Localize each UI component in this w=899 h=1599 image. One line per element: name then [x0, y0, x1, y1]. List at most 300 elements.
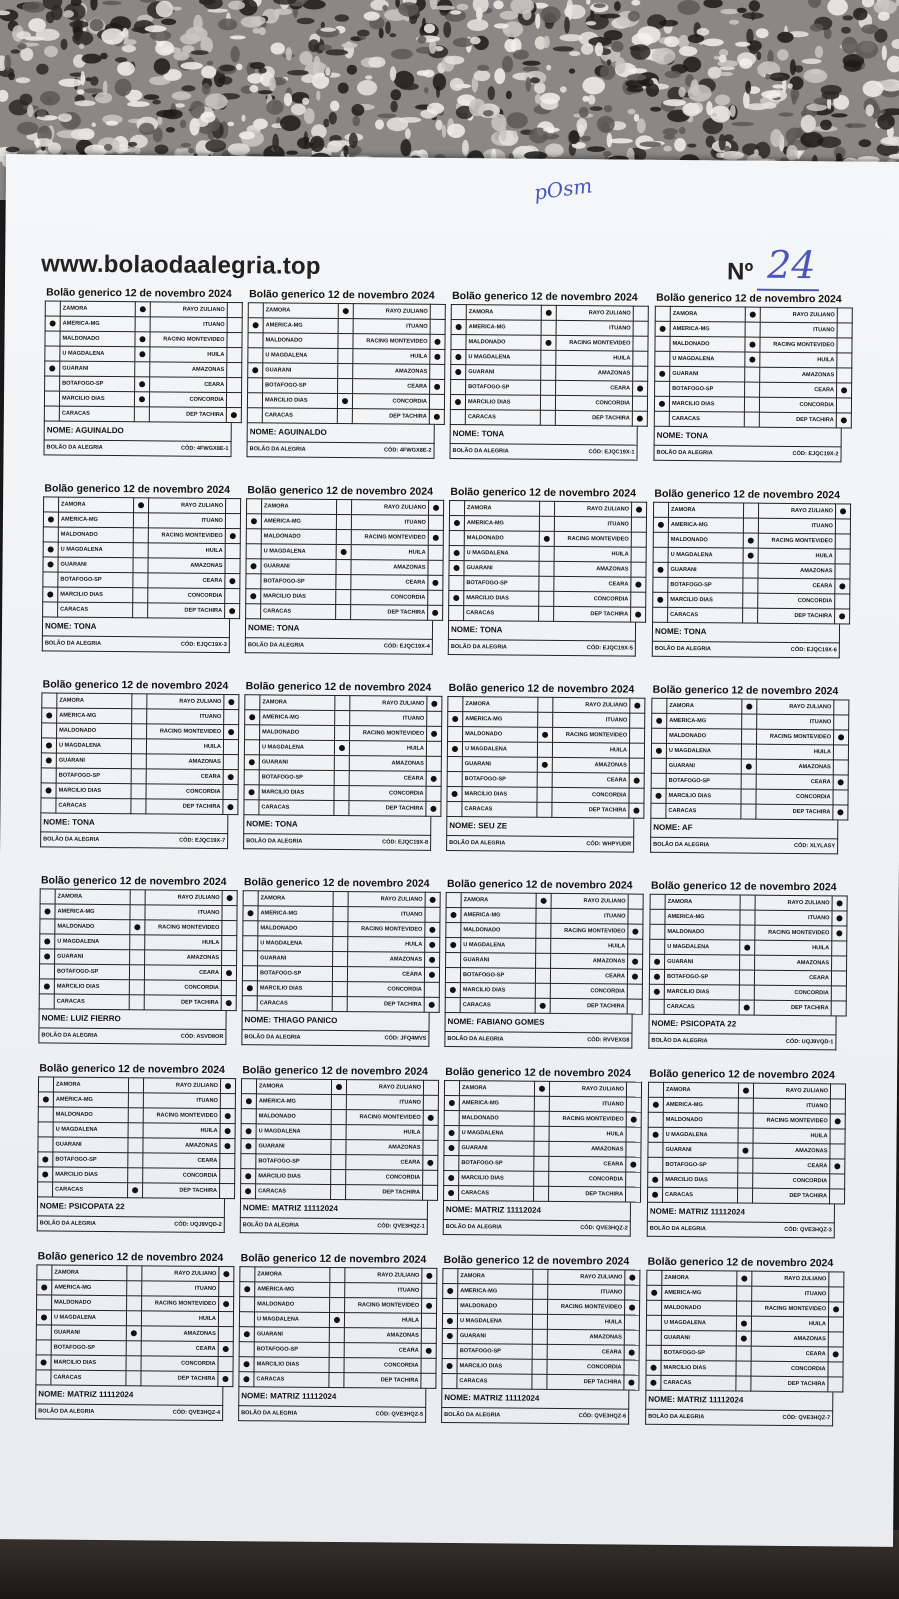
away-pick-cell: [829, 1287, 844, 1302]
pick-mark-icon: [432, 610, 438, 616]
match-row: [40, 904, 237, 921]
home-team: MARCILIO DIAS: [663, 1172, 738, 1188]
away-team: CONCORDIA: [758, 593, 835, 609]
home-pick-cell: [646, 1375, 661, 1390]
pick-mark-icon: [450, 912, 456, 918]
home-team: CARACAS: [666, 803, 741, 819]
away-pick-cell: [626, 1082, 641, 1097]
match-row: [654, 411, 851, 428]
home-team: U MAGDALENA: [60, 346, 135, 362]
home-team: AMERICA-MG: [463, 712, 538, 728]
away-pick-cell: [830, 1129, 845, 1144]
name-prefix: NOME:: [44, 621, 72, 631]
draw-pick-cell: [133, 543, 148, 558]
away-team: CEARA: [552, 772, 629, 788]
home-pick-cell: [242, 981, 257, 996]
draw-pick-cell: [745, 322, 760, 337]
match-row: [646, 1345, 843, 1362]
home-team: U MAGDALENA: [665, 939, 740, 955]
draw-pick-cell: [535, 968, 550, 983]
home-team: AMERICA-MG: [662, 1285, 737, 1301]
home-pick-cell: [646, 1315, 661, 1330]
home-pick-cell: [646, 1330, 661, 1345]
ticket-title: Bolão generico 12 de novembro 2024: [39, 1062, 225, 1077]
match-row: [239, 1372, 436, 1389]
match-row: [43, 557, 240, 574]
home-pick-cell: [655, 306, 670, 321]
footer-brand: BOLÃO DA ALEGRIA: [249, 446, 306, 453]
away-team: HUILA: [551, 938, 628, 954]
away-team: RAYO ZULIANO: [142, 1266, 219, 1282]
pick-mark-icon: [431, 731, 437, 737]
home-team: AMERICA-MG: [263, 318, 338, 334]
ticket-match-table: [647, 1082, 846, 1205]
away-pick-cell: [832, 956, 847, 971]
pick-mark-icon: [653, 1102, 659, 1108]
away-pick-cell: [834, 715, 849, 730]
home-team: BOTAFOGO-SP: [462, 772, 537, 788]
footer-brand: BOLÃO DA ALEGRIA: [449, 839, 506, 847]
home-team: BOTAFOGO-SP: [464, 576, 539, 592]
home-team: BOTAFOGO-SP: [261, 574, 336, 590]
pick-mark-icon: [427, 1160, 433, 1166]
away-pick-cell: [626, 1172, 641, 1187]
match-row: [446, 922, 643, 939]
home-pick-cell: [241, 1169, 256, 1184]
home-pick-cell: [449, 590, 464, 605]
ticket-footer: [647, 1222, 835, 1239]
away-pick-cell: [225, 529, 240, 544]
away-pick-cell: [631, 607, 646, 622]
match-row: [451, 334, 648, 351]
home-team: BOTAFOGO-SP: [54, 964, 129, 980]
match-row: [444, 1125, 641, 1142]
match-row: [44, 497, 241, 514]
ticket-code: CÓD: EJQC19X-8: [382, 839, 429, 846]
away-team: CEARA: [353, 379, 430, 395]
draw-pick-cell: [131, 739, 146, 754]
pick-mark-icon: [635, 581, 641, 587]
home-team: GUARANI: [258, 951, 333, 967]
home-team: MALDONADO: [461, 923, 536, 939]
pick-mark-icon: [650, 1380, 656, 1386]
away-team: RACING MONTEVIDEO: [755, 925, 832, 941]
away-pick-cell: [428, 515, 443, 530]
home-team: ZAMORA: [255, 1267, 330, 1283]
draw-pick-cell: [135, 347, 150, 362]
home-team: BOTAFOGO-SP: [256, 1154, 331, 1170]
pick-mark-icon: [539, 1086, 545, 1092]
draw-pick-cell: [135, 317, 150, 332]
match-row: [40, 949, 237, 966]
home-team: CARACAS: [669, 411, 744, 427]
away-team: RACING MONTEVIDEO: [345, 1298, 422, 1314]
match-row: [653, 517, 850, 534]
home-team: GUARANI: [55, 949, 130, 965]
ticket-name: [441, 1389, 629, 1410]
pick-mark-icon: [48, 546, 54, 552]
away-team: AMAZONAS: [552, 757, 629, 773]
draw-pick-cell: [330, 1297, 345, 1312]
away-pick-cell: [426, 801, 441, 816]
away-team: RAYO ZULIANO: [753, 1083, 830, 1099]
home-team: MALDONADO: [463, 727, 538, 743]
home-pick-cell: [443, 1298, 458, 1313]
match-row: [652, 728, 849, 745]
away-team: DEP TACHIRA: [758, 608, 835, 624]
home-pick-cell: [652, 728, 667, 743]
draw-pick-cell: [538, 712, 553, 727]
pick-mark-icon: [449, 1130, 455, 1136]
home-team: MARCILIO DIAS: [459, 1171, 534, 1187]
away-team: HUILA: [351, 545, 428, 561]
ticket-title: Bolão generico 12 de novembro 2024: [452, 289, 638, 304]
home-pick-cell: [653, 562, 668, 577]
footer-brand: BOLÃO DA ALEGRIA: [38, 1408, 95, 1415]
draw-pick-cell: [741, 804, 756, 819]
away-team: CEARA: [347, 967, 424, 983]
away-pick-cell: [427, 696, 442, 711]
match-row: [246, 589, 443, 606]
pick-mark-icon: [455, 354, 461, 360]
draw-pick-cell: [134, 392, 149, 407]
match-row: [45, 376, 242, 393]
pick-mark-icon: [226, 1000, 232, 1006]
draw-pick-cell: [744, 412, 759, 427]
home-team: BOTAFOGO-SP: [668, 577, 743, 593]
home-pick-cell: [448, 711, 463, 726]
home-team: MARCILIO DIAS: [51, 1355, 126, 1371]
away-pick-cell: [836, 398, 851, 413]
home-team: GUARANI: [461, 953, 536, 969]
away-team: DEP TACHIRA: [752, 1188, 829, 1204]
home-pick-cell: [243, 936, 258, 951]
home-pick-cell: [241, 1184, 256, 1199]
pick-mark-icon: [837, 900, 843, 906]
match-row: [243, 906, 440, 923]
home-team: MARCILIO DIAS: [254, 1357, 329, 1373]
draw-pick-cell: [133, 573, 148, 588]
away-team: RAYO ZULIANO: [553, 697, 630, 713]
away-pick-cell: [828, 1362, 843, 1377]
match-row: [241, 1079, 438, 1096]
home-team: U MAGDALENA: [668, 547, 743, 563]
draw-pick-cell: [338, 304, 353, 319]
home-team: BOTAFOGO-SP: [53, 1152, 128, 1168]
home-team: AMERICA-MG: [53, 1092, 128, 1108]
draw-pick-cell: [539, 606, 554, 621]
draw-pick-cell: [336, 559, 351, 574]
home-pick-cell: [449, 515, 464, 530]
home-team: BOTAFOGO-SP: [60, 376, 135, 392]
home-team: ZAMORA: [53, 1077, 128, 1093]
away-pick-cell: [628, 924, 643, 939]
away-team: CONCORDIA: [554, 591, 631, 607]
away-pick-cell: [633, 366, 648, 381]
draw-pick-cell: [740, 955, 755, 970]
away-pick-cell: [833, 745, 848, 760]
away-pick-cell: [227, 318, 242, 333]
footer-brand: BOLÃO DA ALEGRIA: [651, 1037, 708, 1045]
match-row: [443, 1298, 640, 1315]
home-pick-cell: [648, 1157, 663, 1172]
pick-mark-icon: [429, 942, 435, 948]
match-row: [442, 1358, 639, 1375]
home-team: BOTAFOGO-SP: [460, 968, 535, 984]
home-team: ZAMORA: [59, 497, 134, 513]
draw-pick-cell: [744, 397, 759, 412]
player-name: AGUINALDO: [75, 425, 124, 436]
home-team: CARACAS: [668, 607, 743, 623]
away-pick-cell: [423, 1110, 438, 1125]
ticket-match-table: [445, 892, 644, 1015]
match-row: [444, 1095, 641, 1112]
home-team: ZAMORA: [263, 303, 338, 319]
away-pick-cell: [830, 1174, 845, 1189]
match-row: [239, 1327, 436, 1344]
home-team: GUARANI: [464, 561, 539, 577]
away-pick-cell: [425, 937, 440, 952]
away-pick-cell: [220, 1139, 235, 1154]
draw-pick-cell: [333, 951, 348, 966]
name-prefix: NOME:: [242, 1203, 270, 1213]
match-row: [649, 999, 846, 1016]
ticket-footer: [652, 642, 840, 659]
home-pick-cell: [37, 1265, 52, 1280]
home-team: MALDONADO: [458, 1299, 533, 1315]
away-pick-cell: [836, 413, 851, 428]
ticket-code: CÓD: QVE3HQZ-3: [784, 1226, 832, 1234]
ticket-code: CÓD: QVE3HQZ-4: [172, 1409, 221, 1417]
player-name: SEU ZE: [478, 821, 508, 831]
away-pick-cell: [227, 363, 242, 378]
match-row: [653, 592, 850, 609]
home-team: ZAMORA: [256, 1079, 331, 1095]
match-row: [241, 1169, 438, 1186]
away-pick-cell: [626, 1112, 641, 1127]
away-team: DEP TACHIRA: [143, 1183, 220, 1199]
ticket-match-table: [652, 502, 851, 625]
away-pick-cell: [430, 334, 445, 349]
betting-ticket: [37, 1060, 226, 1233]
draw-pick-cell: [534, 1186, 549, 1201]
away-pick-cell: [835, 549, 850, 564]
home-pick-cell: [451, 334, 466, 349]
pick-mark-icon: [132, 1187, 138, 1193]
ticket-name: [44, 421, 232, 442]
away-pick-cell: [220, 1184, 235, 1199]
draw-pick-cell: [331, 1079, 346, 1094]
draw-pick-cell: [333, 921, 348, 936]
away-pick-cell: [833, 790, 848, 805]
home-pick-cell: [649, 984, 664, 999]
betting-ticket: [648, 878, 837, 1051]
draw-pick-cell: [329, 1357, 344, 1372]
home-pick-cell: [246, 559, 261, 574]
pick-mark-icon: [455, 399, 461, 405]
draw-pick-cell: [533, 1299, 548, 1314]
ticket-name: [240, 1199, 428, 1220]
draw-pick-cell: [534, 1096, 549, 1111]
away-pick-cell: [218, 1341, 233, 1356]
ticket-title: Bolão generico 12 de novembro 2024: [650, 879, 837, 894]
home-pick-cell: [36, 1340, 51, 1355]
home-team: GUARANI: [56, 753, 131, 769]
ticket-name: [241, 1011, 429, 1032]
match-row: [648, 1127, 845, 1144]
away-team: CONCORDIA: [146, 784, 223, 800]
away-pick-cell: [837, 368, 852, 383]
match-row: [241, 1124, 438, 1141]
match-row: [36, 1340, 233, 1357]
player-name: AF: [681, 823, 693, 833]
pick-mark-icon: [657, 567, 663, 573]
pick-mark-icon: [632, 928, 638, 934]
home-team: MARCILIO DIAS: [668, 592, 743, 608]
away-pick-cell: [425, 922, 440, 937]
away-team: RACING MONTEVIDEO: [752, 1301, 829, 1317]
draw-pick-cell: [329, 1312, 344, 1327]
pick-mark-icon: [431, 701, 437, 707]
away-pick-cell: [429, 394, 444, 409]
pick-mark-icon: [223, 1301, 229, 1307]
match-row: [646, 1375, 843, 1392]
ticket-code: CÓD: QVE3HQZ-6: [578, 1413, 627, 1420]
away-team: ITUANO: [553, 712, 630, 728]
away-pick-cell: [829, 1272, 844, 1287]
pick-mark-icon: [250, 593, 256, 599]
pick-mark-icon: [450, 942, 456, 948]
away-pick-cell: [828, 1332, 843, 1347]
home-team: BOTAFOGO-SP: [457, 1344, 532, 1360]
pick-mark-icon: [225, 1083, 231, 1089]
home-pick-cell: [240, 1267, 255, 1282]
match-row: [648, 1172, 845, 1189]
away-pick-cell: [218, 1356, 233, 1371]
away-team: CONCORDIA: [754, 985, 831, 1001]
home-pick-cell: [40, 904, 55, 919]
pick-mark-icon: [428, 1115, 434, 1121]
match-row: [39, 994, 236, 1011]
away-pick-cell: [829, 1302, 844, 1317]
pick-mark-icon: [48, 561, 54, 567]
ticket-footer: [448, 640, 636, 657]
home-team: CARACAS: [254, 1372, 329, 1388]
away-pick-cell: [224, 725, 239, 740]
match-row: [248, 333, 445, 350]
draw-pick-cell: [745, 352, 760, 367]
home-pick-cell: [39, 994, 54, 1009]
home-team: MARCILIO DIAS: [669, 396, 744, 412]
footer-brand: BOLÃO DA ALEGRIA: [46, 444, 103, 451]
home-team: MARCILIO DIAS: [465, 395, 540, 411]
home-pick-cell: [655, 381, 670, 396]
betting-ticket: [449, 288, 638, 461]
ticket-title: Bolão generico 12 de novembro 2024: [249, 288, 435, 302]
home-pick-cell: [248, 333, 263, 348]
home-team: GUARANI: [663, 1142, 738, 1158]
home-team: CARACAS: [54, 994, 129, 1010]
ticket-match-table: [247, 302, 446, 425]
away-pick-cell: [837, 353, 852, 368]
home-team: GUARANI: [668, 562, 743, 578]
pick-mark-icon: [429, 972, 435, 978]
home-team: CARACAS: [661, 1375, 736, 1391]
player-name: TONA: [683, 627, 707, 637]
away-team: DEP TACHIRA: [754, 1000, 831, 1016]
home-pick-cell: [648, 1187, 663, 1202]
betting-ticket: [245, 482, 434, 655]
name-prefix: NOME:: [447, 1016, 475, 1027]
away-pick-cell: [631, 517, 646, 532]
home-team: MALDONADO: [260, 725, 335, 741]
away-team: ITUANO: [348, 907, 425, 923]
home-pick-cell: [243, 906, 258, 921]
pick-mark-icon: [750, 311, 756, 317]
home-team: ZAMORA: [57, 693, 132, 709]
home-pick-cell: [451, 379, 466, 394]
draw-pick-cell: [532, 1314, 547, 1329]
away-pick-cell: [428, 530, 443, 545]
away-team: RAYO ZULIANO: [760, 307, 837, 323]
home-pick-cell: [654, 396, 669, 411]
draw-pick-cell: [338, 334, 353, 349]
draw-pick-cell: [332, 966, 347, 981]
away-team: CEARA: [351, 575, 428, 591]
match-row: [646, 1315, 843, 1332]
home-pick-cell: [40, 934, 55, 949]
ticket-footer: [35, 1404, 223, 1421]
draw-pick-cell: [741, 789, 756, 804]
home-pick-cell: [43, 527, 58, 542]
pick-mark-icon: [447, 1318, 453, 1324]
home-pick-cell: [241, 1109, 256, 1124]
match-row: [241, 1154, 438, 1171]
ticket-title: Bolão generico 12 de novembro 2024: [448, 681, 635, 696]
ticket-name: [40, 813, 228, 834]
away-pick-cell: [423, 1155, 438, 1170]
ticket-match-table: [446, 696, 645, 819]
away-pick-cell: [421, 1328, 436, 1343]
betting-ticket: [441, 1252, 630, 1425]
home-team: BOTAFOGO-SP: [664, 969, 739, 985]
pick-mark-icon: [426, 1273, 432, 1279]
away-team: AMAZONAS: [753, 1143, 830, 1159]
match-row: [449, 575, 646, 592]
pick-mark-icon: [838, 734, 844, 740]
home-team: ZAMORA: [261, 499, 336, 515]
home-team: MARCILIO DIAS: [58, 587, 133, 603]
pick-mark-icon: [225, 1113, 231, 1119]
ticket-footer: [653, 446, 841, 463]
ticket-match-table: [35, 1264, 234, 1387]
ticket-name: [247, 423, 435, 444]
match-row: [240, 1282, 437, 1299]
home-pick-cell: [246, 529, 261, 544]
match-row: [653, 547, 850, 564]
away-team: AMAZONAS: [143, 1138, 220, 1154]
match-row: [245, 725, 442, 742]
ticket-match-table: [650, 698, 849, 821]
away-team: AMAZONAS: [146, 754, 223, 770]
match-row: [443, 1268, 640, 1285]
home-team: CARACAS: [58, 602, 133, 618]
away-team: RAYO ZULIANO: [150, 302, 227, 318]
player-name: FABIANO GOMES: [476, 1017, 545, 1027]
home-team: ZAMORA: [466, 305, 541, 321]
pick-mark-icon: [44, 953, 50, 959]
match-row: [40, 919, 237, 936]
